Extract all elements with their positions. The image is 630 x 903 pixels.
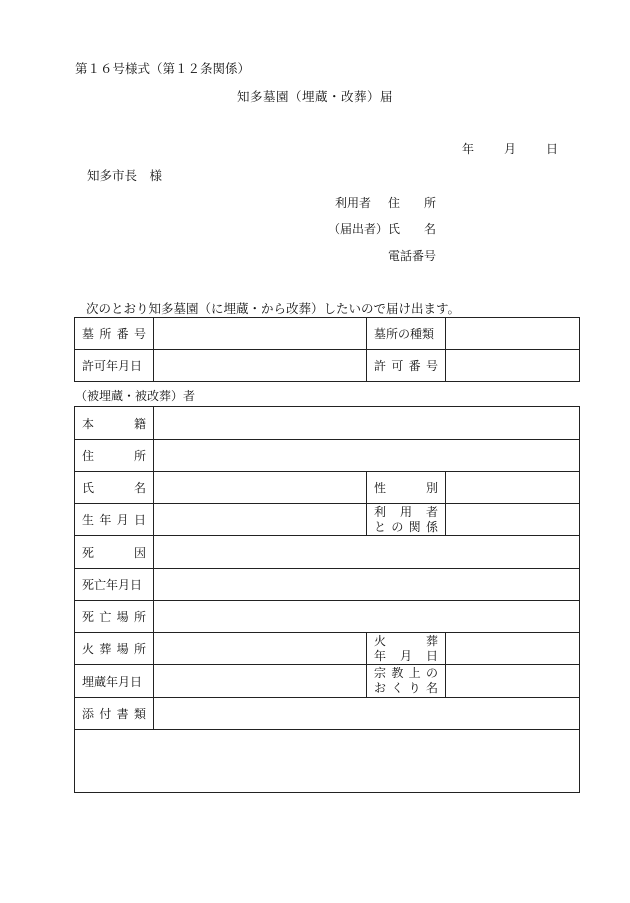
- cremation-place-label: 火 葬 場 所: [75, 633, 154, 665]
- cause-of-death-label: 死 因: [75, 536, 154, 569]
- permit-date-label: 許可年月日: [75, 350, 154, 382]
- deceased-table: [74, 406, 580, 793]
- applicant-name-label: 氏 名: [388, 222, 437, 236]
- attachments-field[interactable]: [154, 698, 580, 730]
- plot-number-field[interactable]: [154, 318, 367, 350]
- address-field[interactable]: [154, 440, 580, 472]
- death-date-field[interactable]: [154, 569, 580, 601]
- cremation-place-field[interactable]: [154, 633, 367, 665]
- date-month-label: 月: [504, 142, 517, 156]
- death-date-label: 死亡年月日: [75, 569, 154, 601]
- grave-plot-table: [74, 317, 580, 382]
- death-place-label: 死 亡 場 所: [75, 601, 154, 633]
- plot-type-label: 墓所の種類: [367, 318, 446, 350]
- applicant-address-label: 住 所: [388, 196, 437, 210]
- plot-type-field[interactable]: [446, 318, 580, 350]
- deceased-heading: （被埋蔵・被改葬）者: [75, 389, 196, 403]
- date-line: [462, 140, 558, 157]
- applicant-notifier-label: （届出者）: [328, 222, 389, 236]
- date-day-label: 日: [546, 142, 559, 156]
- attachments-label: 添 付 書 類: [75, 698, 154, 730]
- religious-name-label: 宗 教 上 の お く り 名: [367, 665, 446, 698]
- applicant-role-label: 利用者: [335, 196, 372, 210]
- notes-area[interactable]: [75, 730, 580, 793]
- addressee: 知多市長 様: [87, 168, 163, 183]
- cremation-date-field[interactable]: [446, 633, 580, 665]
- burial-date-label: 埋蔵年月日: [75, 665, 154, 698]
- intro-text: 次のとおり知多墓園（に埋蔵・から改葬）したいので届け出ます。: [86, 301, 461, 316]
- permit-number-label: 許 可 番 号: [367, 350, 446, 382]
- birth-date-field[interactable]: [154, 504, 367, 536]
- burial-date-field[interactable]: [154, 665, 367, 698]
- applicant-phone-label: 電話番号: [388, 249, 437, 263]
- sex-field[interactable]: [446, 472, 580, 504]
- name-field[interactable]: [154, 472, 367, 504]
- name-label: 氏 名: [75, 472, 154, 504]
- form-number: 第１６号様式（第１２条関係）: [75, 61, 251, 76]
- domicile-field[interactable]: [154, 407, 580, 440]
- plot-number-label: 墓 所 番 号: [75, 318, 154, 350]
- relation-field[interactable]: [446, 504, 580, 536]
- permit-number-field[interactable]: [446, 350, 580, 382]
- cremation-date-label: 火 葬 年 月 日: [367, 633, 446, 665]
- date-year-label: 年: [462, 142, 475, 156]
- birth-date-label: 生 年 月 日: [75, 504, 154, 536]
- permit-date-field[interactable]: [154, 350, 367, 382]
- cause-of-death-field[interactable]: [154, 536, 580, 569]
- sex-label: 性 別: [367, 472, 446, 504]
- relation-label: 利 用 者 と の 関 係: [367, 504, 446, 536]
- death-place-field[interactable]: [154, 601, 580, 633]
- address-label: 住 所: [75, 440, 154, 472]
- religious-name-field[interactable]: [446, 665, 580, 698]
- document-title: 知多墓園（埋蔵・改葬）届: [236, 89, 393, 104]
- domicile-label: 本 籍: [75, 407, 154, 440]
